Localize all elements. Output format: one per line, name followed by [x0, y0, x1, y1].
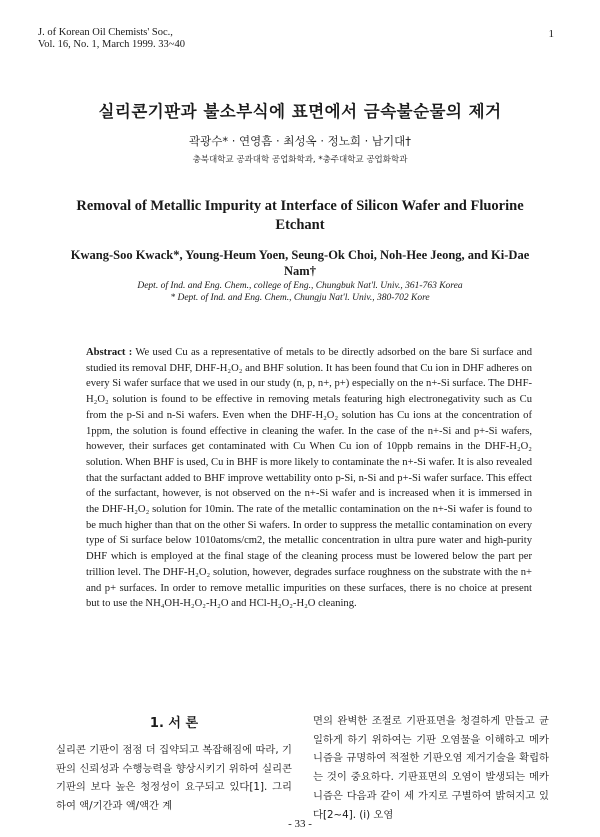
body-column-right: 면의 완벽한 조절로 기판표면을 청결하게 만들고 균일하게 하기 위하여는 기판 오염물을 이해하고 메카니즘을 규명하여 적절한 기판오염 제거기술을 확립하는 것이 중요하다. 기판표면의 오염이 발생되는 메카니즘은 다음과 같이 세 가지로 구별하여 밝혀지고 있다[2~4]. (ⅰ) 오염 — [313, 715, 549, 821]
abstract-text: We used Cu as a representative of metals to be directly adsorbed on the bare Si surface and studied its removal DHF, DHF-H₂O₂ and BHF solution. It has been found that Cu ion in DHF adheres on every Si wafer surface that we used in our study (n, p, n+, p+) especially on the n+-Si surface. The DHF-H₂O₂ solution is found to be effective in removing metals featuring high electronegativity such as Cu from the p-Si and n-Si wafers. Even when the DHF-H₂O₂ solution has Cu ions at the concentration of 1ppm, the solution is found effective in cleaning the wafer. In the case of the n+-Si and p+-Si wafers, however, their surfaces get contaminated with Cu When Cu ion of 10ppb remains in the DHF-H₂O₂ solution. When BHF is used, Cu in BHF is more likely to contaminate the n+-Si wafer. It is also revealed that the surfactant added to BHF improve wettability onto p-Si, n-Si and p+-Si wafer surface. This effect of the surfactant, however, is not observed on the n+-Si wafer and is increased when it is immersed in the DHF-H₂O₂ solution for 10min. The rate of the metallic contamination on the n+-Si wafer is found to be much higher than that on the other Si wafers. In order to suppress the metallic contamination on every type of Si surface below 1010atoms/cm2, the metallic concentration in ultra pure water and high-purity DHF which is employed at the final stage of the cleaning process must be lowered below the part per trillion level. The DHF-H₂O₂ solution, however, degrades surface roughness on the substrate with the n+ and p+ surfaces. In order to remove metallic impurities on these surfaces, there is no choice at present but to use the NH₄OH-H₂O₂-H₂O and HCl-H₂O₂-H₂O cleaning. — [86, 347, 532, 610]
page-number-top: 1 — [548, 28, 554, 40]
english-authors: Kwang-Soo Kwack*, Young-Heum Yoen, Seung-Ok Choi, Noh-Hee Jeong, and Ki-Dae Nam† — [70, 248, 530, 278]
korean-affiliation: 충북대학교 공과대학 공업화학과, *충주대학교 공업화학과 — [192, 155, 408, 165]
english-title: Removal of Metallic Impurity at Interface of Silicon Wafer and Fluorine Etchant — [76, 198, 524, 233]
page-footer: - 33 - — [288, 818, 312, 830]
journal-volume: Vol. 16, No. 1, March 1999. 33~40 — [38, 39, 185, 50]
abstract — [86, 345, 532, 612]
journal-name: J. of Korean Oil Chemists' Soc., — [38, 27, 173, 38]
english-affiliation — [60, 280, 540, 304]
journal-citation — [38, 27, 185, 51]
affiliation-line-1: Dept. of Ind. and Eng. Chem., college of Eng., Chungbuk Nat'l. Univ., 361-763 Korea — [137, 281, 463, 291]
section-heading: 1. 서 론 — [149, 716, 199, 731]
korean-title: 실리콘기판과 불소부식에 표면에서 금속불순물의 제거 — [98, 102, 502, 121]
korean-authors: 곽광수* · 연영흠 · 최성옥 · 정노희 · 남기대† — [189, 134, 411, 148]
body-column-left: 실리콘 기판이 점점 더 집약되고 복잡해짐에 따라, 기판의 신뢰성과 수행능력을 향상시키기 위하여 실리콘 기판의 보다 높은 청정성이 요구되고 있다[1]. 그리하여 액/기간과 액/액간 계 — [56, 744, 292, 813]
affiliation-line-2: * Dept. of Ind. and Eng. Chem., Chungju Nat'l. Univ., 380-702 Kore — [170, 293, 430, 303]
abstract-label: Abstract : — [86, 347, 133, 358]
